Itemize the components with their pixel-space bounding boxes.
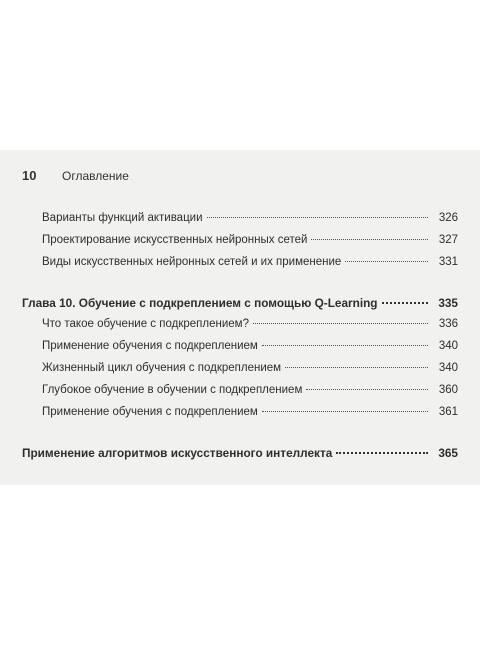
- toc-entry-title: Проектирование искусственных нейронных сетей: [42, 234, 308, 246]
- toc-entry-title: Что такое обучение с подкреплением?: [42, 318, 249, 330]
- dot-leader: [285, 367, 428, 368]
- toc-chapter-page: 335: [438, 296, 458, 310]
- dot-leader: [382, 302, 428, 304]
- toc-chapter-page: 365: [438, 446, 458, 460]
- toc-entry-page: 336: [438, 318, 458, 330]
- toc-entry-title: Жизненный цикл обучения с подкреплением: [42, 362, 282, 374]
- book-page: [0, 150, 480, 485]
- toc-entry-page: 361: [438, 406, 458, 418]
- toc-chapter-entry: [22, 296, 458, 310]
- toc-entry-page: 326: [438, 212, 458, 224]
- running-head: [22, 168, 129, 183]
- toc-entry-title: Виды искусственных нейронных сетей и их применение: [42, 256, 342, 268]
- dot-leader: [311, 239, 428, 240]
- dot-leader: [253, 323, 428, 324]
- toc-entry-page: 340: [438, 362, 458, 374]
- toc-entry: [42, 406, 458, 418]
- dot-leader: [306, 389, 428, 390]
- toc-entry: [42, 318, 458, 330]
- toc-chapter-entry: [22, 446, 458, 460]
- dot-leader: [207, 217, 428, 218]
- toc-entry: [42, 234, 458, 246]
- toc-entry: [42, 212, 458, 224]
- toc-entry: [42, 256, 458, 268]
- toc-entry-title: Варианты функций активации: [42, 212, 203, 224]
- page-title: Оглавление: [62, 169, 129, 183]
- toc-entry-title: Применение обучения с подкреплением: [42, 406, 258, 418]
- toc-entry-page: 340: [438, 340, 458, 352]
- toc-entry: [42, 384, 458, 396]
- dot-leader: [262, 411, 428, 412]
- dot-leader: [345, 261, 428, 262]
- page-number: 10: [22, 168, 37, 183]
- toc-entry-title: Применение обучения с подкреплением: [42, 340, 258, 352]
- toc-chapter-title: Глава 10. Обучение с подкреплением с помощью Q-Learning: [22, 296, 378, 310]
- toc-entry-page: 360: [438, 384, 458, 396]
- dot-leader: [262, 345, 428, 346]
- toc-entry-title: Глубокое обучение в обучении с подкреплением: [42, 384, 303, 396]
- dot-leader: [336, 452, 428, 454]
- toc-entry: [42, 362, 458, 374]
- toc-entry-page: 327: [438, 234, 458, 246]
- toc-entry-page: 331: [438, 256, 458, 268]
- toc-chapter-title: Применение алгоритмов искусственного интеллекта: [22, 446, 333, 460]
- toc-entry: [42, 340, 458, 352]
